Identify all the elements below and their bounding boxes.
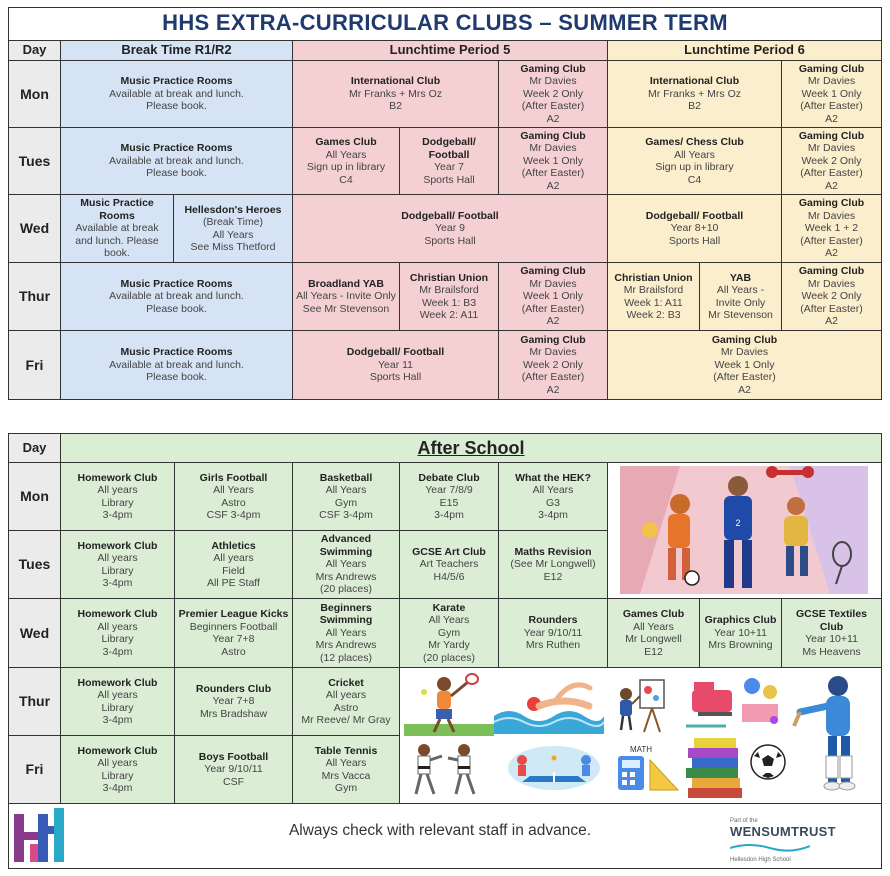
club-name: GCSE Textiles Club <box>796 608 867 633</box>
club-detail: Mr Davies <box>529 277 577 290</box>
club-name: Christian Union <box>614 271 693 284</box>
club-name: Advanced Swimming <box>319 533 373 558</box>
club-detail: Astro <box>221 496 246 509</box>
trust-sub-text: Hellesdon High School <box>730 857 791 863</box>
club-detail: H4/5/6 <box>433 570 465 583</box>
club-detail: Invite Only <box>715 296 766 309</box>
club-detail: Sports Hall <box>424 234 476 247</box>
club-cell <box>60 60 293 128</box>
wave-icon <box>730 842 810 852</box>
club-detail: Year 8+10 <box>670 222 719 235</box>
club-name: Music Practice Rooms <box>120 346 233 359</box>
club-detail: All years <box>97 757 138 769</box>
club-detail: Ms Heavens <box>802 645 861 658</box>
club-name: Table Tennis <box>314 744 378 757</box>
club-cell <box>399 262 499 331</box>
club-detail: Mr Davies <box>720 346 769 359</box>
club-detail: Gym <box>334 782 358 794</box>
club-detail: (After Easter) <box>521 167 585 180</box>
club-detail: (20 places) <box>320 583 372 596</box>
club-name: Dodgeball/ Football <box>346 346 445 359</box>
header-lunch-period-6: Lunchtime Period 6 <box>607 40 882 61</box>
day-tue: Tues <box>8 127 61 195</box>
club-name: Graphics Club <box>704 614 777 627</box>
club-detail: Mrs Andrews <box>315 639 377 652</box>
club-detail: Gym <box>334 496 358 509</box>
club-detail: Week 1 Only <box>523 290 583 303</box>
svg-text:2: 2 <box>735 518 741 528</box>
club-detail: Library <box>101 496 134 509</box>
club-detail: CSF 3-4pm <box>206 509 261 521</box>
club-detail: 3-4pm <box>102 645 133 658</box>
club-cell <box>174 462 293 531</box>
football-image <box>748 740 788 796</box>
club-name: Music Practice Rooms <box>120 142 233 155</box>
club-cell <box>174 735 293 804</box>
club-detail: 3-4pm <box>102 782 133 794</box>
club-detail: C4 <box>687 173 702 186</box>
club-detail: All Years <box>325 757 367 769</box>
club-cell <box>60 330 293 400</box>
club-detail: 3-4pm <box>102 509 133 521</box>
club-name: Debate Club <box>418 471 480 484</box>
club-detail: Week 1: B3 <box>421 296 477 309</box>
club-cell <box>781 127 882 195</box>
club-detail: 3-4pm <box>538 509 568 521</box>
club-name: Gaming Club <box>520 333 586 346</box>
club-detail: Available at break and lunch. <box>109 87 244 100</box>
club-detail: A2 <box>546 383 560 396</box>
club-name: Gaming Club <box>798 265 865 278</box>
day-thu: Thur <box>8 262 61 331</box>
page-title: HHS EXTRA-CURRICULAR CLUBS – SUMMER TERM <box>162 10 728 35</box>
club-detail: Year 7+8 <box>212 695 255 708</box>
swimmer-image <box>494 676 604 734</box>
header-day: Day <box>8 40 61 61</box>
club-name: Athletics <box>211 539 256 552</box>
club-detail: Year 11 <box>377 358 414 371</box>
club-cell <box>292 462 400 531</box>
after-school-title: After School <box>417 437 525 458</box>
trust-logo <box>730 818 850 863</box>
club-cell <box>498 262 608 331</box>
club-detail: (After Easter) <box>800 167 863 180</box>
club-name: What the HEK? <box>515 471 591 484</box>
club-name: Hellesdon's Heroes <box>184 203 282 216</box>
club-detail: A2 <box>546 112 560 125</box>
club-name: Gaming Club <box>520 62 586 75</box>
club-cell <box>60 462 175 531</box>
club-detail: 3-4pm <box>434 509 464 521</box>
club-cell <box>498 462 608 531</box>
club-cell <box>60 262 293 331</box>
club-detail: 3-4pm <box>102 714 133 726</box>
club-detail: Week 2: A11 <box>419 309 479 321</box>
club-cell <box>292 530 400 599</box>
club-detail: Available at break and lunch. <box>109 290 244 303</box>
club-detail: Mr Brailsford <box>623 284 684 296</box>
club-detail: Year 9/10/11 <box>204 763 263 776</box>
club-cell <box>292 598 400 668</box>
club-detail: Mr Davies <box>807 209 856 222</box>
club-detail: Library <box>101 769 134 782</box>
club-cell <box>292 60 499 128</box>
club-cell <box>607 330 882 400</box>
club-detail: All Years <box>325 558 367 571</box>
club-detail: All Years <box>674 148 715 161</box>
club-name: Gaming Club <box>798 129 865 142</box>
club-name: Premier League Kicks <box>178 608 289 620</box>
club-detail: Sign up in library <box>306 161 386 173</box>
club-detail: Week 2 Only <box>801 290 862 303</box>
club-detail: (20 places) <box>423 651 475 664</box>
club-detail: (After Easter) <box>521 100 585 113</box>
club-name: Basketball <box>319 471 373 484</box>
club-cell <box>60 127 293 195</box>
club-name: Dodgeball/ Football <box>422 136 476 161</box>
club-cell <box>174 530 293 599</box>
after-school-header <box>60 433 882 463</box>
club-name: Gaming Club <box>798 62 865 75</box>
club-name: Dodgeball/ Football <box>401 209 499 222</box>
club-detail: (See Mr Longwell) <box>510 558 596 571</box>
club-detail: (After Easter) <box>713 371 776 384</box>
club-detail: Gym <box>437 626 461 639</box>
club-name: Girls Football <box>199 471 268 484</box>
club-detail: All Years <box>633 620 674 633</box>
club-detail: Available at break <box>75 222 159 235</box>
club-name: International Club <box>350 75 441 88</box>
club-detail: Mr Davies <box>529 75 577 88</box>
club-detail: Year 9 <box>435 222 465 235</box>
club-detail: Mr Brailsford <box>419 284 479 296</box>
club-name: Music Practice Rooms <box>120 277 233 290</box>
club-detail: (After Easter) <box>521 302 585 315</box>
club-detail: Available at break and lunch. <box>109 358 244 371</box>
club-name: Games Club <box>622 608 685 620</box>
club-cell <box>399 598 499 668</box>
club-detail: Please book. <box>146 302 207 315</box>
maths-image <box>612 742 682 798</box>
club-detail: All Years <box>532 484 574 496</box>
club-detail: Mr Davies <box>807 277 856 290</box>
club-detail: (12 places) <box>320 651 372 664</box>
club-detail: A2 <box>825 112 838 125</box>
club-cell <box>399 462 499 531</box>
club-cell <box>60 530 175 599</box>
after-header-day: Day <box>8 433 61 463</box>
club-detail: Mr Davies <box>807 142 856 155</box>
club-detail: Library <box>101 701 134 714</box>
club-cell <box>174 667 293 736</box>
club-detail: All Years <box>428 614 470 627</box>
club-detail: All Years <box>212 228 254 241</box>
club-detail: A2 <box>546 315 560 328</box>
club-name: Rounders Club <box>195 682 272 695</box>
cricket-player-image <box>792 672 876 798</box>
club-name: GCSE Art Club <box>412 545 486 558</box>
sewing-image <box>682 672 786 734</box>
club-detail: Library <box>101 633 134 645</box>
club-cell <box>292 194 608 263</box>
club-name: Homework Club <box>77 744 158 757</box>
club-name: Broadland YAB <box>308 277 384 290</box>
day-mon: Mon <box>8 60 61 128</box>
club-cell <box>498 530 608 599</box>
club-cell <box>607 598 700 668</box>
club-name: Homework Club <box>77 608 158 620</box>
club-cell <box>781 598 882 668</box>
club-name: Games/ Chess Club <box>645 136 744 148</box>
club-name: Maths Revision <box>514 545 592 558</box>
club-detail: All years <box>97 484 138 496</box>
day-fri: Fri <box>8 330 61 400</box>
club-cell <box>60 735 175 804</box>
club-name: Homework Club <box>77 676 158 689</box>
club-detail: Mr Davies <box>807 75 856 88</box>
club-detail: Astro <box>333 701 359 714</box>
club-cell <box>781 194 882 263</box>
club-detail: A2 <box>825 247 838 260</box>
club-detail: All years <box>97 620 138 633</box>
club-detail: C4 <box>339 173 353 186</box>
club-cell <box>292 330 499 400</box>
day-tue-after: Tues <box>8 530 61 599</box>
club-detail: (After Easter) <box>521 371 585 384</box>
club-detail: Library <box>101 564 134 577</box>
club-name: Gaming Club <box>798 197 865 210</box>
club-name: Gaming Club <box>520 129 586 142</box>
club-detail: (After Easter) <box>800 100 863 113</box>
club-detail: See Miss Thetford <box>190 241 276 253</box>
trust-name: WENSUMTRUST <box>730 824 836 839</box>
club-name: Homework Club <box>77 539 158 552</box>
club-detail: book. <box>104 247 130 260</box>
club-detail: Week 2 Only <box>801 154 862 167</box>
club-detail: Week 1 Only <box>714 358 775 371</box>
club-cell <box>60 194 174 263</box>
karate-image <box>404 740 488 800</box>
club-detail: G3 <box>545 496 560 509</box>
club-detail: Please book. <box>146 100 207 113</box>
club-detail: B2 <box>688 100 701 113</box>
club-detail: Week 1: A11 <box>624 296 683 309</box>
club-name: Cricket <box>328 676 364 689</box>
club-name: Beginners Swimming <box>319 601 373 627</box>
table-tennis-image <box>504 742 604 798</box>
club-detail: E12 <box>644 645 663 658</box>
trust-small-text: Part of the <box>730 818 758 824</box>
header-lunch-period-5: Lunchtime Period 5 <box>292 40 608 61</box>
club-detail: Astro <box>221 645 246 658</box>
club-cell <box>607 194 782 263</box>
club-detail: Mrs Ruthen <box>525 639 581 652</box>
club-detail: Mr Davies <box>529 142 577 155</box>
club-detail: Year 9/10/11 <box>523 626 583 639</box>
club-detail: All Years - <box>716 284 765 296</box>
club-detail: Mr Longwell <box>625 633 682 645</box>
club-detail: Beginners Football <box>189 620 278 633</box>
club-detail: Week 1 + 2 <box>804 222 859 235</box>
club-cell <box>292 667 400 736</box>
club-name: Dodgeball/ Football <box>645 209 744 222</box>
club-detail: Mrs Browning <box>708 639 773 652</box>
club-cell <box>292 127 400 195</box>
club-detail: All Years <box>325 626 367 639</box>
svg-text:MATH: MATH <box>630 745 653 754</box>
club-detail: All Years <box>325 148 367 161</box>
club-detail: Please book. <box>146 371 207 384</box>
club-detail: Mr Reeve/ Mr Gray <box>301 714 391 726</box>
club-detail: A2 <box>738 383 751 396</box>
club-detail: A2 <box>825 315 838 328</box>
club-detail: Mrs Bradshaw <box>199 707 268 720</box>
club-cell <box>498 330 608 400</box>
club-name: Games Club <box>315 136 377 148</box>
club-detail: Available at break and lunch. <box>109 154 244 167</box>
club-detail: B2 <box>389 100 402 113</box>
club-detail: All Years - Invite Only <box>296 290 396 303</box>
club-detail: Sports Hall <box>369 371 422 384</box>
club-detail: See Mr Stevenson <box>302 302 390 315</box>
club-name: YAB <box>729 271 752 284</box>
club-detail: All Years <box>325 484 367 496</box>
club-detail: (After Easter) <box>800 302 863 315</box>
club-cell <box>607 262 700 331</box>
club-cell <box>173 194 293 263</box>
club-detail: Mr Stevenson <box>708 309 773 321</box>
club-detail: Week 2 Only <box>523 87 583 100</box>
club-detail: and lunch. Please <box>75 234 159 247</box>
club-detail: Please book. <box>146 167 207 180</box>
club-detail: A2 <box>825 179 838 192</box>
club-detail: Mr Yardy <box>428 639 470 652</box>
club-name: Karate <box>432 601 466 614</box>
club-cell <box>498 598 608 668</box>
club-detail: E12 <box>543 570 563 583</box>
club-detail: Week 2 Only <box>523 358 583 371</box>
club-cell <box>498 60 608 128</box>
club-detail: CSF 3-4pm <box>319 509 373 521</box>
club-cell <box>607 60 782 128</box>
club-detail: All years <box>213 552 254 564</box>
sports-collage-image <box>620 466 868 594</box>
club-detail: Year 7/8/9 <box>425 484 473 496</box>
club-name: Gaming Club <box>711 333 778 346</box>
club-detail: Mrs Vacca <box>321 769 371 782</box>
club-name: Rounders <box>528 614 578 627</box>
club-detail: All Years <box>213 484 254 496</box>
club-name: Music Practice Rooms <box>120 75 233 88</box>
club-detail: All years <box>325 689 367 701</box>
club-detail: (Break Time) <box>202 216 264 228</box>
club-detail: 3-4pm <box>102 577 133 589</box>
day-thu-after: Thur <box>8 667 61 736</box>
club-cell <box>607 127 782 195</box>
club-cell <box>292 735 400 804</box>
club-detail: Year 7 <box>434 161 464 173</box>
club-cell <box>60 598 175 668</box>
club-name: Gaming Club <box>520 265 586 278</box>
club-cell <box>781 262 882 331</box>
club-detail: Year 10+11 <box>714 626 767 639</box>
club-detail: Mr Franks + Mrs Oz <box>348 87 443 100</box>
club-detail: Year 10+11 <box>805 633 858 645</box>
school-logo <box>8 804 70 866</box>
day-mon-after: Mon <box>8 462 61 531</box>
club-name: Boys Football <box>198 750 269 763</box>
club-detail: (After Easter) <box>800 234 863 247</box>
club-detail: A2 <box>546 179 560 192</box>
club-name: Homework Club <box>77 471 158 484</box>
club-cell <box>699 262 782 331</box>
club-detail: Sign up in library <box>655 161 734 173</box>
club-detail: E15 <box>439 496 459 509</box>
club-cell <box>399 530 499 599</box>
club-cell <box>781 60 882 128</box>
books-image <box>684 734 746 800</box>
club-detail: CSF <box>223 775 244 788</box>
club-cell <box>699 598 782 668</box>
club-detail: Week 1 Only <box>523 154 583 167</box>
club-name: Music Practice Rooms <box>80 197 154 222</box>
footer-note: Always check with relevant staff in advance. <box>288 822 592 839</box>
club-name: International Club <box>649 75 740 88</box>
club-detail: Field <box>222 564 245 577</box>
club-detail: Mr Davies <box>529 346 577 359</box>
tennis-player-image <box>404 672 494 736</box>
day-fri-after: Fri <box>8 735 61 804</box>
club-detail: Sports Hall <box>423 173 475 186</box>
club-detail: All years <box>97 689 138 701</box>
day-wed: Wed <box>8 194 61 263</box>
club-cell <box>174 598 293 668</box>
club-detail: All years <box>97 552 138 564</box>
club-cell <box>498 127 608 195</box>
club-detail: Year 7+8 <box>212 633 255 645</box>
club-detail: Mr Franks + Mrs Oz <box>647 87 742 100</box>
artist-image <box>612 676 672 734</box>
club-name: Christian Union <box>409 271 489 284</box>
club-cell <box>292 262 400 331</box>
club-detail: Week 1 Only <box>801 87 862 100</box>
club-detail: Mrs Andrews <box>315 570 377 583</box>
club-detail: Sports Hall <box>668 234 721 247</box>
club-detail: Art Teachers <box>419 558 479 571</box>
club-cell <box>60 667 175 736</box>
club-detail: All PE Staff <box>207 577 260 589</box>
day-wed-after: Wed <box>8 598 61 668</box>
club-cell <box>399 127 499 195</box>
club-detail: Week 2: B3 <box>626 309 681 321</box>
header-break-time: Break Time R1/R2 <box>60 40 293 61</box>
